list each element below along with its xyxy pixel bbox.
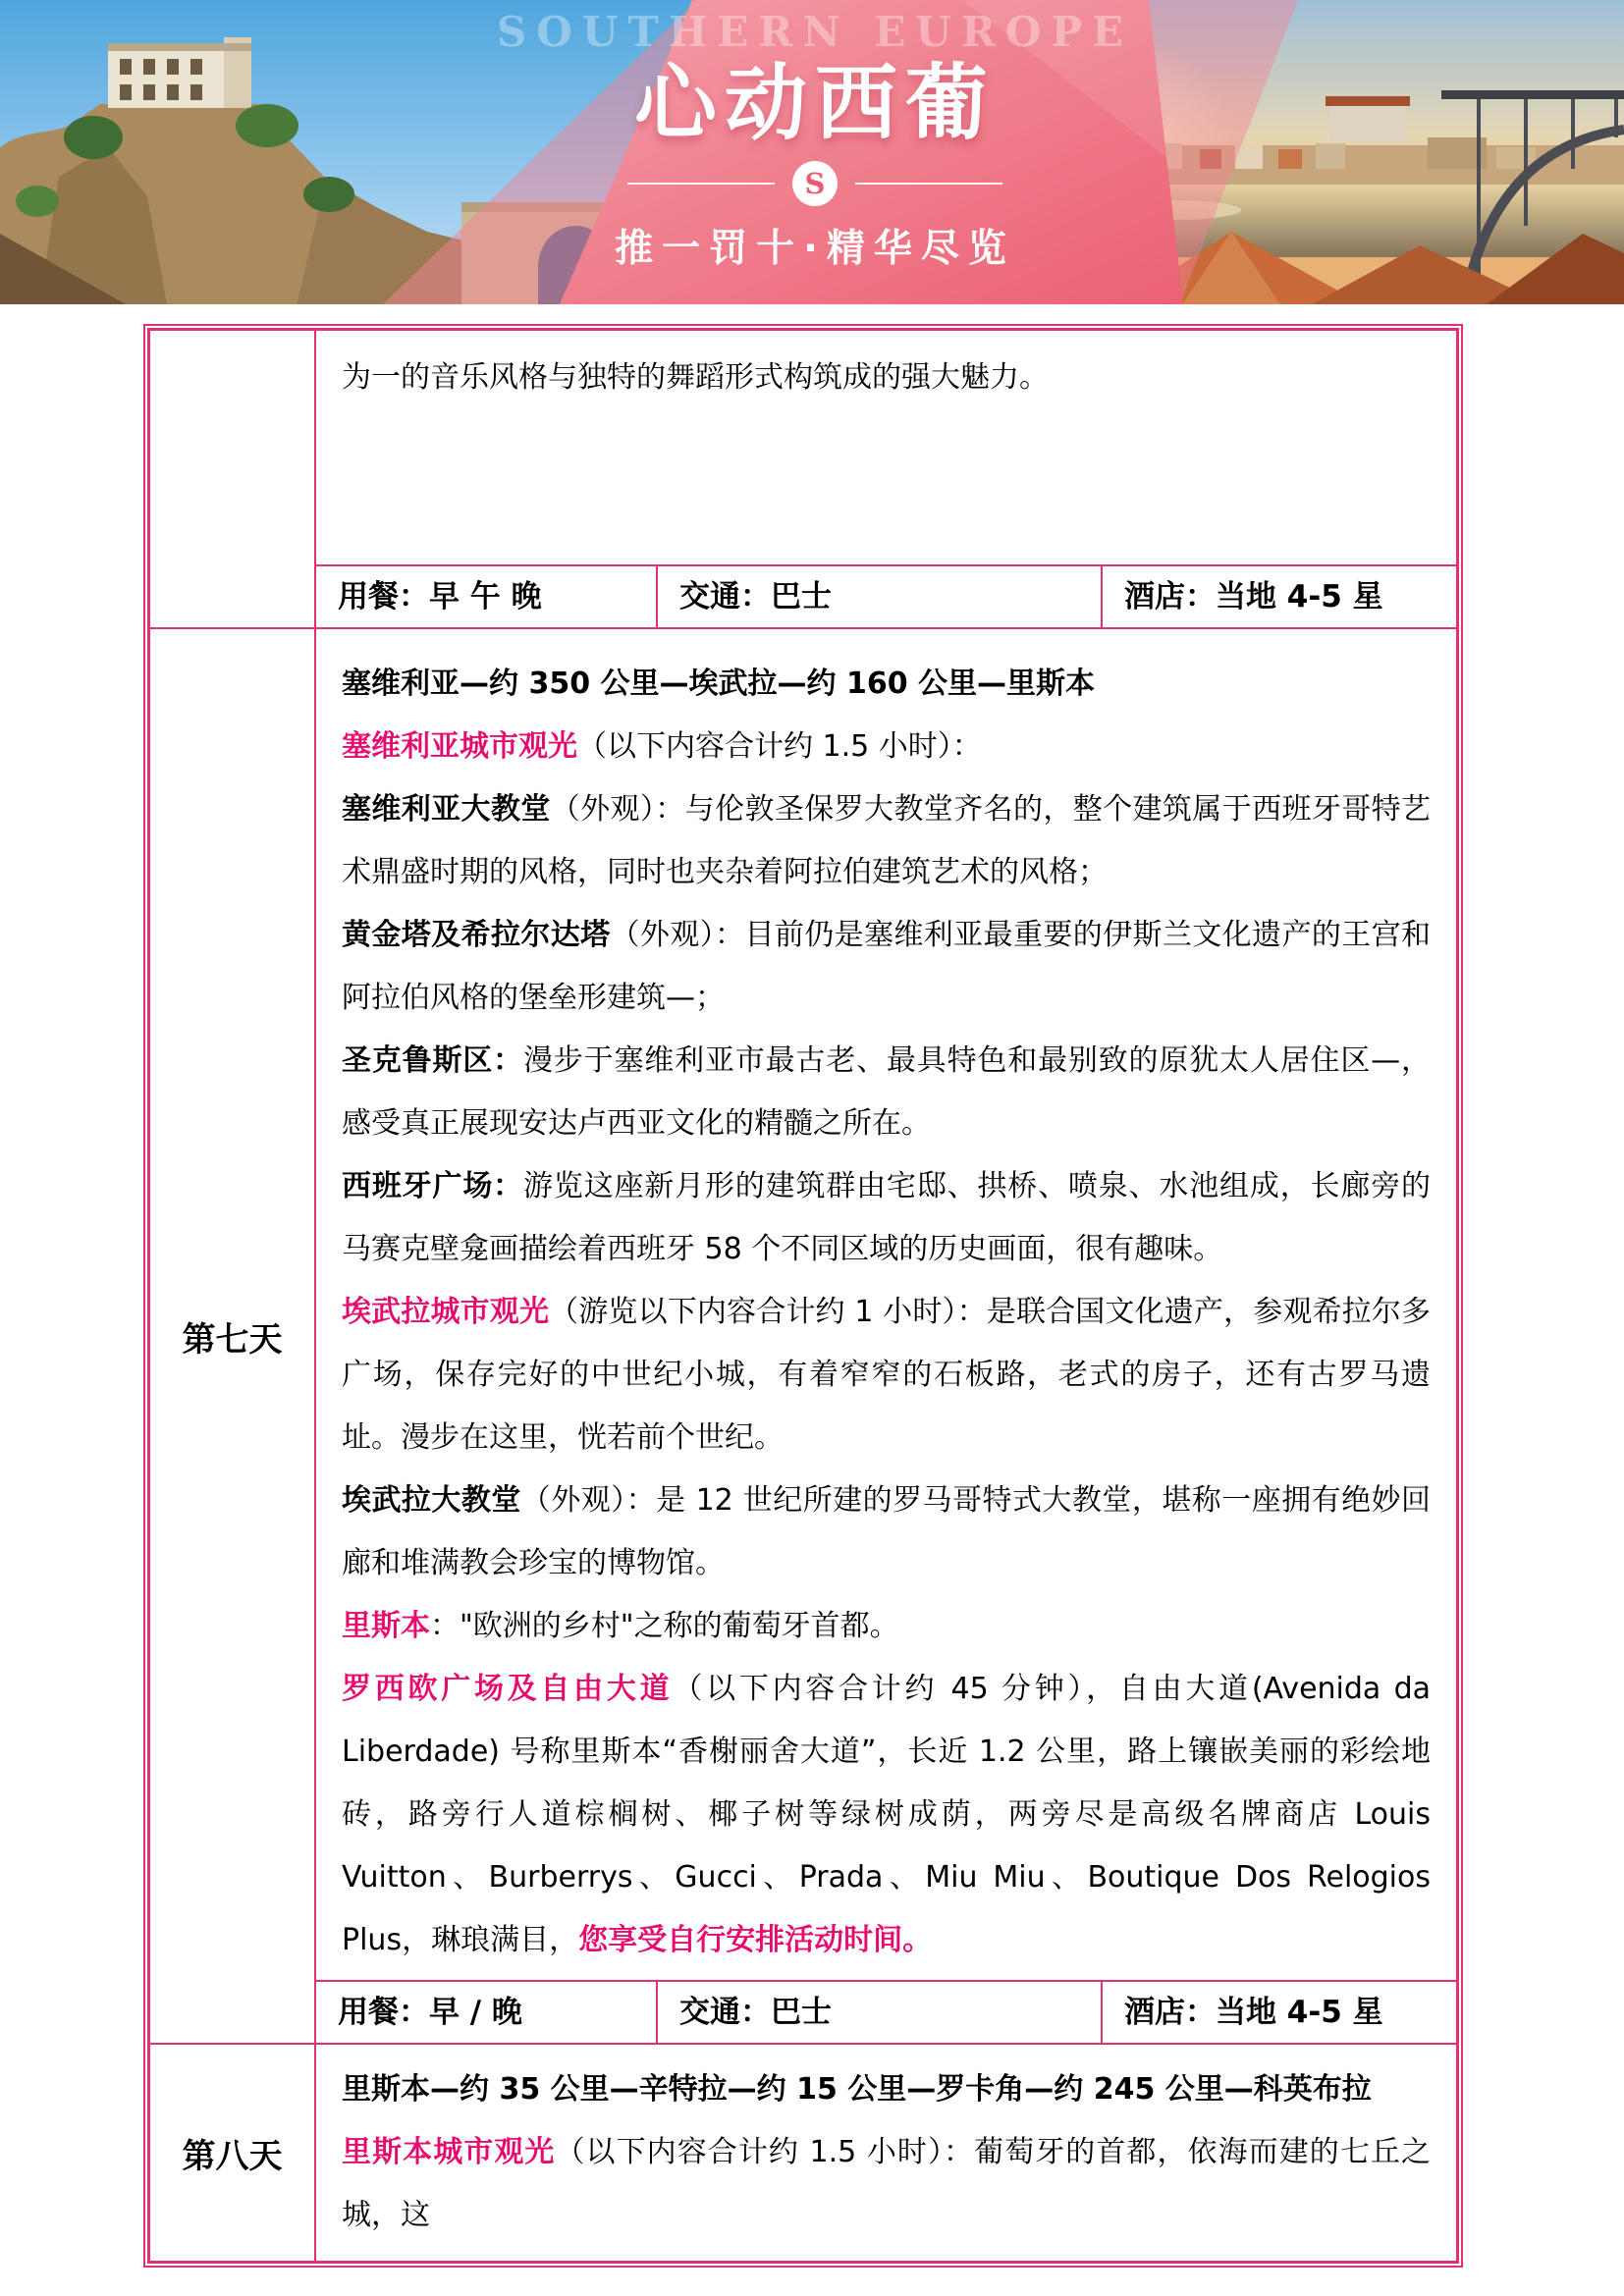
section-previous-day — [150, 331, 1456, 627]
paragraph: 里斯本："欧洲的乡村"之称的葡萄牙首都。 — [342, 1609, 899, 1643]
meal-transport-cell: 交通：巴士 — [656, 1982, 1101, 2043]
banner-text-block — [481, 0, 1149, 273]
meal-dining-cell: 用餐：早 / 晚 — [338, 1995, 522, 2030]
route-line: 塞维利亚—约 350 公里—埃武拉—约 160 公里—里斯本 — [342, 667, 1096, 701]
paragraph: 埃武拉大教堂（外观）：是 12 世纪所建的罗马哥特式大教堂，堪称一座拥有绝妙回廊和堆满教会珍宝的博物馆。 — [342, 1483, 1432, 1580]
itinerary-table — [143, 324, 1463, 2268]
section-day-7 — [150, 627, 1456, 2043]
banner-title: 心动西葡 — [633, 55, 996, 151]
banner-divider — [481, 161, 1149, 206]
meal-transport-cell: 交通：巴士 — [656, 566, 1101, 627]
paragraph — [342, 347, 1431, 409]
meal-row — [316, 564, 1456, 627]
content-cell — [316, 331, 1456, 564]
content-cell — [316, 2045, 1456, 2261]
s-logo-icon: S — [792, 161, 838, 206]
content-cell — [316, 629, 1456, 1980]
text-segment: 为一的音乐风格与独特的舞蹈形式构筑成的强大魅力。 — [342, 360, 1049, 395]
day-cell-empty — [150, 331, 316, 627]
paragraph: 圣克鲁斯区：漫步于塞维利亚市最古老、最具特色和最别致的原犹太人居住区—，感受真正展现安达卢西亚文化的精髓之所在。 — [342, 1043, 1432, 1141]
divider-line-right — [855, 183, 1002, 185]
day-cell-day8: 第八天 — [150, 2045, 316, 2261]
banner-watermark: SOUTHERN EUROPE — [496, 8, 1134, 56]
divider-line-left — [627, 183, 775, 185]
paragraph: 罗西欧广场及自由大道（以下内容合计约 45 分钟），自由大道(Avenida da Liberdade) 号称里斯本“香榭丽舍大道”，长近 1.2 公里，路上镶嵌美丽的彩绘地砖，路旁行人道棕榈树、椰子树等绿树成荫，两旁尽是高级名牌商店 Louis Vuitton、Burberrys、Gucci、Prada、Miu Miu、Boutique Dos Relogios Plus，琳琅满目，您享受自行安排活动时间。 — [342, 1672, 1431, 1957]
meal-hotel-cell: 酒店：当地 4-5 星 — [1101, 566, 1456, 627]
route-line: 里斯本—约 35 公里—辛特拉—约 15 公里—罗卡角—约 245 公里—科英布拉 — [342, 2072, 1372, 2107]
banner-subtitle: 推一罚十·精华尽览 — [615, 226, 1015, 271]
meal-hotel-cell: 酒店：当地 4-5 星 — [1101, 1982, 1456, 2043]
section-day-8 — [150, 2043, 1456, 2261]
itinerary-table-inner — [147, 328, 1459, 2264]
header-banner — [0, 0, 1624, 304]
paragraph: 塞维利亚大教堂（外观）：与伦敦圣保罗大教堂齐名的，整个建筑属于西班牙哥特艺术鼎盛时期的风格，同时也夹杂着阿拉伯建筑艺术的风格； — [342, 792, 1432, 889]
day-cell-day7: 第七天 — [150, 629, 316, 2043]
paragraph: 塞维利亚城市观光（以下内容合计约 1.5 小时）： — [342, 729, 982, 764]
meal-row — [316, 1980, 1456, 2043]
meal-dining-cell: 用餐：早 午 晚 — [338, 579, 542, 614]
paragraph: 西班牙广场：游览这座新月形的建筑群由宅邸、拱桥、喷泉、水池组成，长廊旁的马赛克壁龛画描绘着西班牙 58 个不同区域的历史画面，很有趣味。 — [342, 1169, 1432, 1266]
paragraph: 里斯本城市观光（以下内容合计约 1.5 小时）：葡萄牙的首都，依海而建的七丘之城，这 — [342, 2135, 1431, 2232]
paragraph: 埃武拉城市观光（游览以下内容合计约 1 小时）：是联合国文化遗产，参观希拉尔多广场，保存完好的中世纪小城，有着窄窄的石板路，老式的房子，还有古罗马遗址。漫步在这里，恍若前个世纪。 — [342, 1295, 1431, 1455]
paragraph: 黄金塔及希拉尔达塔（外观）：目前仍是塞维利亚最重要的伊斯兰文化遗产的王宫和阿拉伯风格的堡垒形建筑—； — [342, 918, 1431, 1015]
